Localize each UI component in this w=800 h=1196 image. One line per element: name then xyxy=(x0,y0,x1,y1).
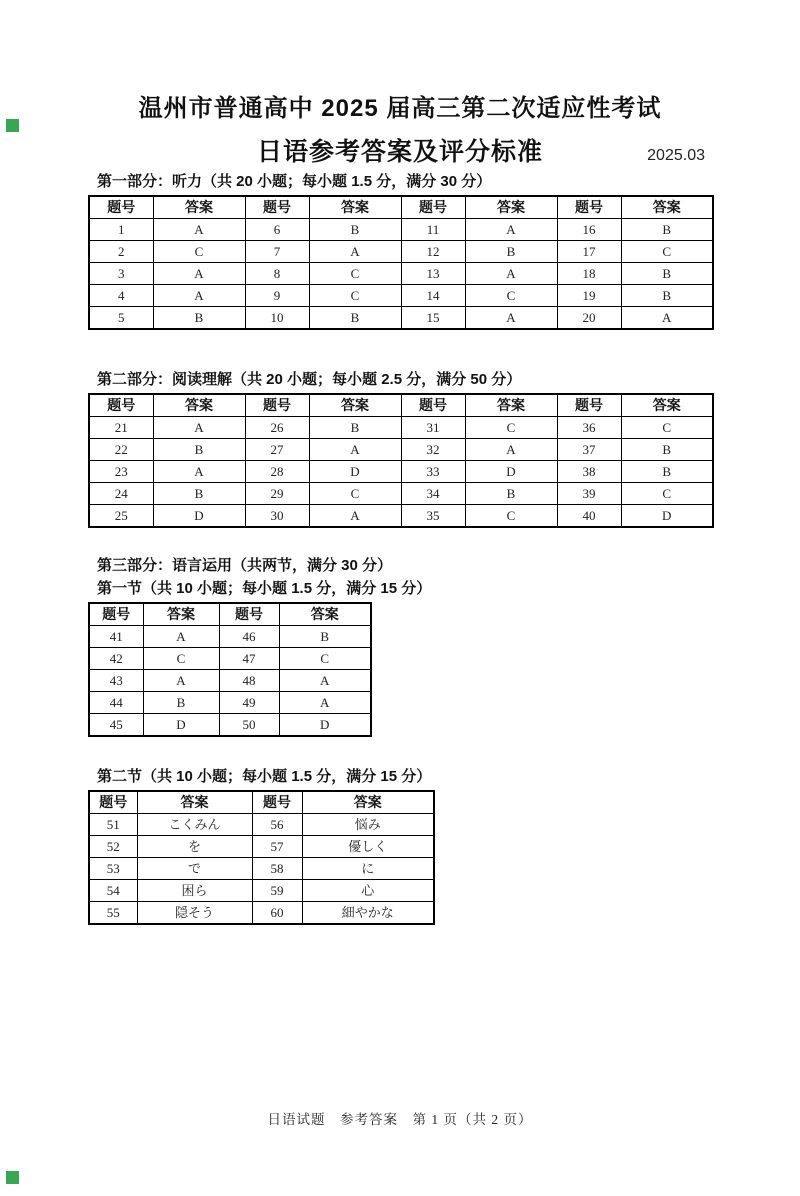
answer-cell: D xyxy=(465,461,557,483)
subtitle-row xyxy=(0,132,800,166)
question-number-header: 题号 xyxy=(219,603,279,626)
question-number-cell: 15 xyxy=(401,307,465,330)
exam-date: 2025.03 xyxy=(647,147,705,164)
answer-cell: C xyxy=(465,285,557,307)
table-row xyxy=(89,483,713,505)
answer-cell: C xyxy=(309,483,401,505)
answer-key-page xyxy=(0,88,800,1196)
answer-cell: B xyxy=(621,439,713,461)
answer-header: 答案 xyxy=(137,791,252,814)
answer-table xyxy=(88,790,435,925)
question-number-cell: 19 xyxy=(557,285,621,307)
question-number-cell: 22 xyxy=(89,439,153,461)
question-number-cell: 55 xyxy=(89,902,137,925)
question-number-cell: 16 xyxy=(557,219,621,241)
answer-cell: A xyxy=(153,285,245,307)
table-row xyxy=(89,241,713,263)
answer-cell: D xyxy=(143,714,219,737)
answer-cell: C xyxy=(309,285,401,307)
question-number-cell: 56 xyxy=(252,814,302,836)
question-number-cell: 57 xyxy=(252,836,302,858)
answer-table xyxy=(88,195,714,330)
question-number-header: 题号 xyxy=(252,791,302,814)
question-number-cell: 30 xyxy=(245,505,309,528)
answer-cell: B xyxy=(621,219,713,241)
table-header-row xyxy=(89,603,371,626)
question-number-cell: 48 xyxy=(219,670,279,692)
table-row xyxy=(89,263,713,285)
answer-cell: 心 xyxy=(302,880,434,902)
table-row xyxy=(89,858,434,880)
section-heading: 第二部分：阅读理解（共 20 小题；每小题 2.5 分，满分 50 分） xyxy=(97,371,522,388)
page-title: 温州市普通高中 2025 届高三第二次适应性考试 xyxy=(138,95,662,122)
question-number-cell: 8 xyxy=(245,263,309,285)
answer-header: 答案 xyxy=(153,394,245,417)
question-number-cell: 41 xyxy=(89,626,143,648)
answer-cell: A xyxy=(279,670,371,692)
answer-cell: A xyxy=(153,219,245,241)
answer-cell: A xyxy=(465,439,557,461)
answer-cell: C xyxy=(143,648,219,670)
question-number-cell: 58 xyxy=(252,858,302,880)
answer-cell: B xyxy=(143,692,219,714)
question-number-cell: 13 xyxy=(401,263,465,285)
table-row xyxy=(89,648,371,670)
section-heading: 第三部分：语言运用（共两节，满分 30 分） xyxy=(97,557,393,574)
answer-cell: B xyxy=(621,263,713,285)
question-number-cell: 47 xyxy=(219,648,279,670)
page-footer: 日语试题 参考答案 第 1 页（共 2 页） xyxy=(267,1112,533,1127)
answer-cell: A xyxy=(153,263,245,285)
question-number-cell: 6 xyxy=(245,219,309,241)
question-number-header: 题号 xyxy=(89,603,143,626)
answer-table xyxy=(88,393,714,528)
answer-cell: こくみん xyxy=(137,814,252,836)
answer-cell: B xyxy=(279,626,371,648)
question-number-header: 题号 xyxy=(245,394,309,417)
question-number-header: 题号 xyxy=(557,196,621,219)
question-number-cell: 11 xyxy=(401,219,465,241)
answer-cell: B xyxy=(309,417,401,439)
answer-cell: A xyxy=(309,241,401,263)
question-number-cell: 10 xyxy=(245,307,309,330)
table-row xyxy=(89,505,713,528)
question-number-cell: 12 xyxy=(401,241,465,263)
corner-mark-bottom-left xyxy=(6,1171,19,1184)
answer-cell: B xyxy=(465,241,557,263)
answer-cell: B xyxy=(309,219,401,241)
question-number-cell: 40 xyxy=(557,505,621,528)
question-number-cell: 29 xyxy=(245,483,309,505)
question-number-header: 题号 xyxy=(89,394,153,417)
answer-header: 答案 xyxy=(309,196,401,219)
table-row xyxy=(89,439,713,461)
question-number-cell: 17 xyxy=(557,241,621,263)
table-row xyxy=(89,880,434,902)
table-row xyxy=(89,670,371,692)
answer-cell: B xyxy=(153,307,245,330)
question-number-header: 题号 xyxy=(557,394,621,417)
table-row xyxy=(89,626,371,648)
question-number-cell: 59 xyxy=(252,880,302,902)
question-number-header: 题号 xyxy=(89,791,137,814)
answer-header: 答案 xyxy=(621,196,713,219)
question-number-header: 题号 xyxy=(89,196,153,219)
answer-cell: A xyxy=(309,439,401,461)
table-row xyxy=(89,714,371,737)
question-number-cell: 42 xyxy=(89,648,143,670)
answer-cell: A xyxy=(465,307,557,330)
answer-sections xyxy=(0,172,800,925)
question-number-cell: 53 xyxy=(89,858,137,880)
table-row xyxy=(89,692,371,714)
question-number-cell: 14 xyxy=(401,285,465,307)
answer-cell: 悩み xyxy=(302,814,434,836)
answer-cell: 困ら xyxy=(137,880,252,902)
question-number-cell: 21 xyxy=(89,417,153,439)
answer-header: 答案 xyxy=(302,791,434,814)
question-number-cell: 60 xyxy=(252,902,302,925)
answer-cell: B xyxy=(621,461,713,483)
question-number-cell: 1 xyxy=(89,219,153,241)
answer-cell: C xyxy=(153,241,245,263)
question-number-cell: 54 xyxy=(89,880,137,902)
question-number-cell: 25 xyxy=(89,505,153,528)
question-number-cell: 51 xyxy=(89,814,137,836)
answer-cell: で xyxy=(137,858,252,880)
question-number-cell: 28 xyxy=(245,461,309,483)
answer-header: 答案 xyxy=(143,603,219,626)
answer-cell: A xyxy=(279,692,371,714)
answer-header: 答案 xyxy=(309,394,401,417)
answer-cell: B xyxy=(621,285,713,307)
answer-header: 答案 xyxy=(465,196,557,219)
answer-header: 答案 xyxy=(465,394,557,417)
answer-header: 答案 xyxy=(279,603,371,626)
question-number-header: 题号 xyxy=(401,196,465,219)
question-number-cell: 2 xyxy=(89,241,153,263)
answer-cell: C xyxy=(309,263,401,285)
answer-header: 答案 xyxy=(621,394,713,417)
answer-cell: A xyxy=(621,307,713,330)
question-number-cell: 50 xyxy=(219,714,279,737)
section-heading: 第一部分：听力（共 20 小题；每小题 1.5 分，满分 30 分） xyxy=(97,173,492,190)
question-number-cell: 35 xyxy=(401,505,465,528)
answer-cell: B xyxy=(153,483,245,505)
table-row xyxy=(89,814,434,836)
answer-cell: 隠そう xyxy=(137,902,252,925)
table-row xyxy=(89,461,713,483)
question-number-cell: 45 xyxy=(89,714,143,737)
answer-cell: B xyxy=(309,307,401,330)
question-number-cell: 34 xyxy=(401,483,465,505)
answer-table xyxy=(88,602,372,737)
question-number-cell: 5 xyxy=(89,307,153,330)
answer-cell: A xyxy=(153,461,245,483)
answer-cell: C xyxy=(621,417,713,439)
answer-cell: C xyxy=(465,505,557,528)
table-row xyxy=(89,417,713,439)
question-number-cell: 18 xyxy=(557,263,621,285)
question-number-cell: 46 xyxy=(219,626,279,648)
question-number-cell: 24 xyxy=(89,483,153,505)
question-number-cell: 43 xyxy=(89,670,143,692)
answer-cell: 細やかな xyxy=(302,902,434,925)
question-number-cell: 7 xyxy=(245,241,309,263)
question-number-cell: 31 xyxy=(401,417,465,439)
question-number-cell: 37 xyxy=(557,439,621,461)
question-number-cell: 52 xyxy=(89,836,137,858)
question-number-cell: 44 xyxy=(89,692,143,714)
question-number-cell: 23 xyxy=(89,461,153,483)
question-number-cell: 39 xyxy=(557,483,621,505)
table-row xyxy=(89,285,713,307)
question-number-cell: 49 xyxy=(219,692,279,714)
question-number-cell: 26 xyxy=(245,417,309,439)
answer-cell: D xyxy=(309,461,401,483)
table-row xyxy=(89,902,434,925)
answer-cell: を xyxy=(137,836,252,858)
answer-cell: B xyxy=(153,439,245,461)
answer-cell: C xyxy=(621,241,713,263)
answer-cell: D xyxy=(621,505,713,528)
corner-mark-top-left xyxy=(6,119,19,132)
answer-cell: D xyxy=(279,714,371,737)
answer-cell: B xyxy=(465,483,557,505)
question-number-cell: 33 xyxy=(401,461,465,483)
table-row xyxy=(89,836,434,858)
answer-cell: A xyxy=(465,219,557,241)
question-number-cell: 4 xyxy=(89,285,153,307)
question-number-cell: 38 xyxy=(557,461,621,483)
section-heading: 第一节（共 10 小题；每小题 1.5 分，满分 15 分） xyxy=(97,580,432,597)
question-number-cell: 3 xyxy=(89,263,153,285)
question-number-header: 题号 xyxy=(401,394,465,417)
answer-cell: に xyxy=(302,858,434,880)
question-number-cell: 36 xyxy=(557,417,621,439)
question-number-cell: 27 xyxy=(245,439,309,461)
table-header-row xyxy=(89,394,713,417)
answer-cell: A xyxy=(153,417,245,439)
question-number-cell: 32 xyxy=(401,439,465,461)
question-number-header: 题号 xyxy=(245,196,309,219)
answer-cell: 優しく xyxy=(302,836,434,858)
table-row xyxy=(89,219,713,241)
page-subtitle: 日语参考答案及评分标准 xyxy=(256,138,543,166)
answer-cell: A xyxy=(465,263,557,285)
question-number-cell: 9 xyxy=(245,285,309,307)
answer-cell: A xyxy=(143,626,219,648)
table-header-row xyxy=(89,791,434,814)
answer-cell: A xyxy=(143,670,219,692)
question-number-cell: 20 xyxy=(557,307,621,330)
answer-header: 答案 xyxy=(153,196,245,219)
answer-cell: A xyxy=(309,505,401,528)
answer-cell: C xyxy=(621,483,713,505)
table-header-row xyxy=(89,196,713,219)
answer-cell: D xyxy=(153,505,245,528)
answer-cell: C xyxy=(465,417,557,439)
answer-cell: C xyxy=(279,648,371,670)
section-heading: 第二节（共 10 小题；每小题 1.5 分，满分 15 分） xyxy=(97,768,432,785)
table-row xyxy=(89,307,713,330)
